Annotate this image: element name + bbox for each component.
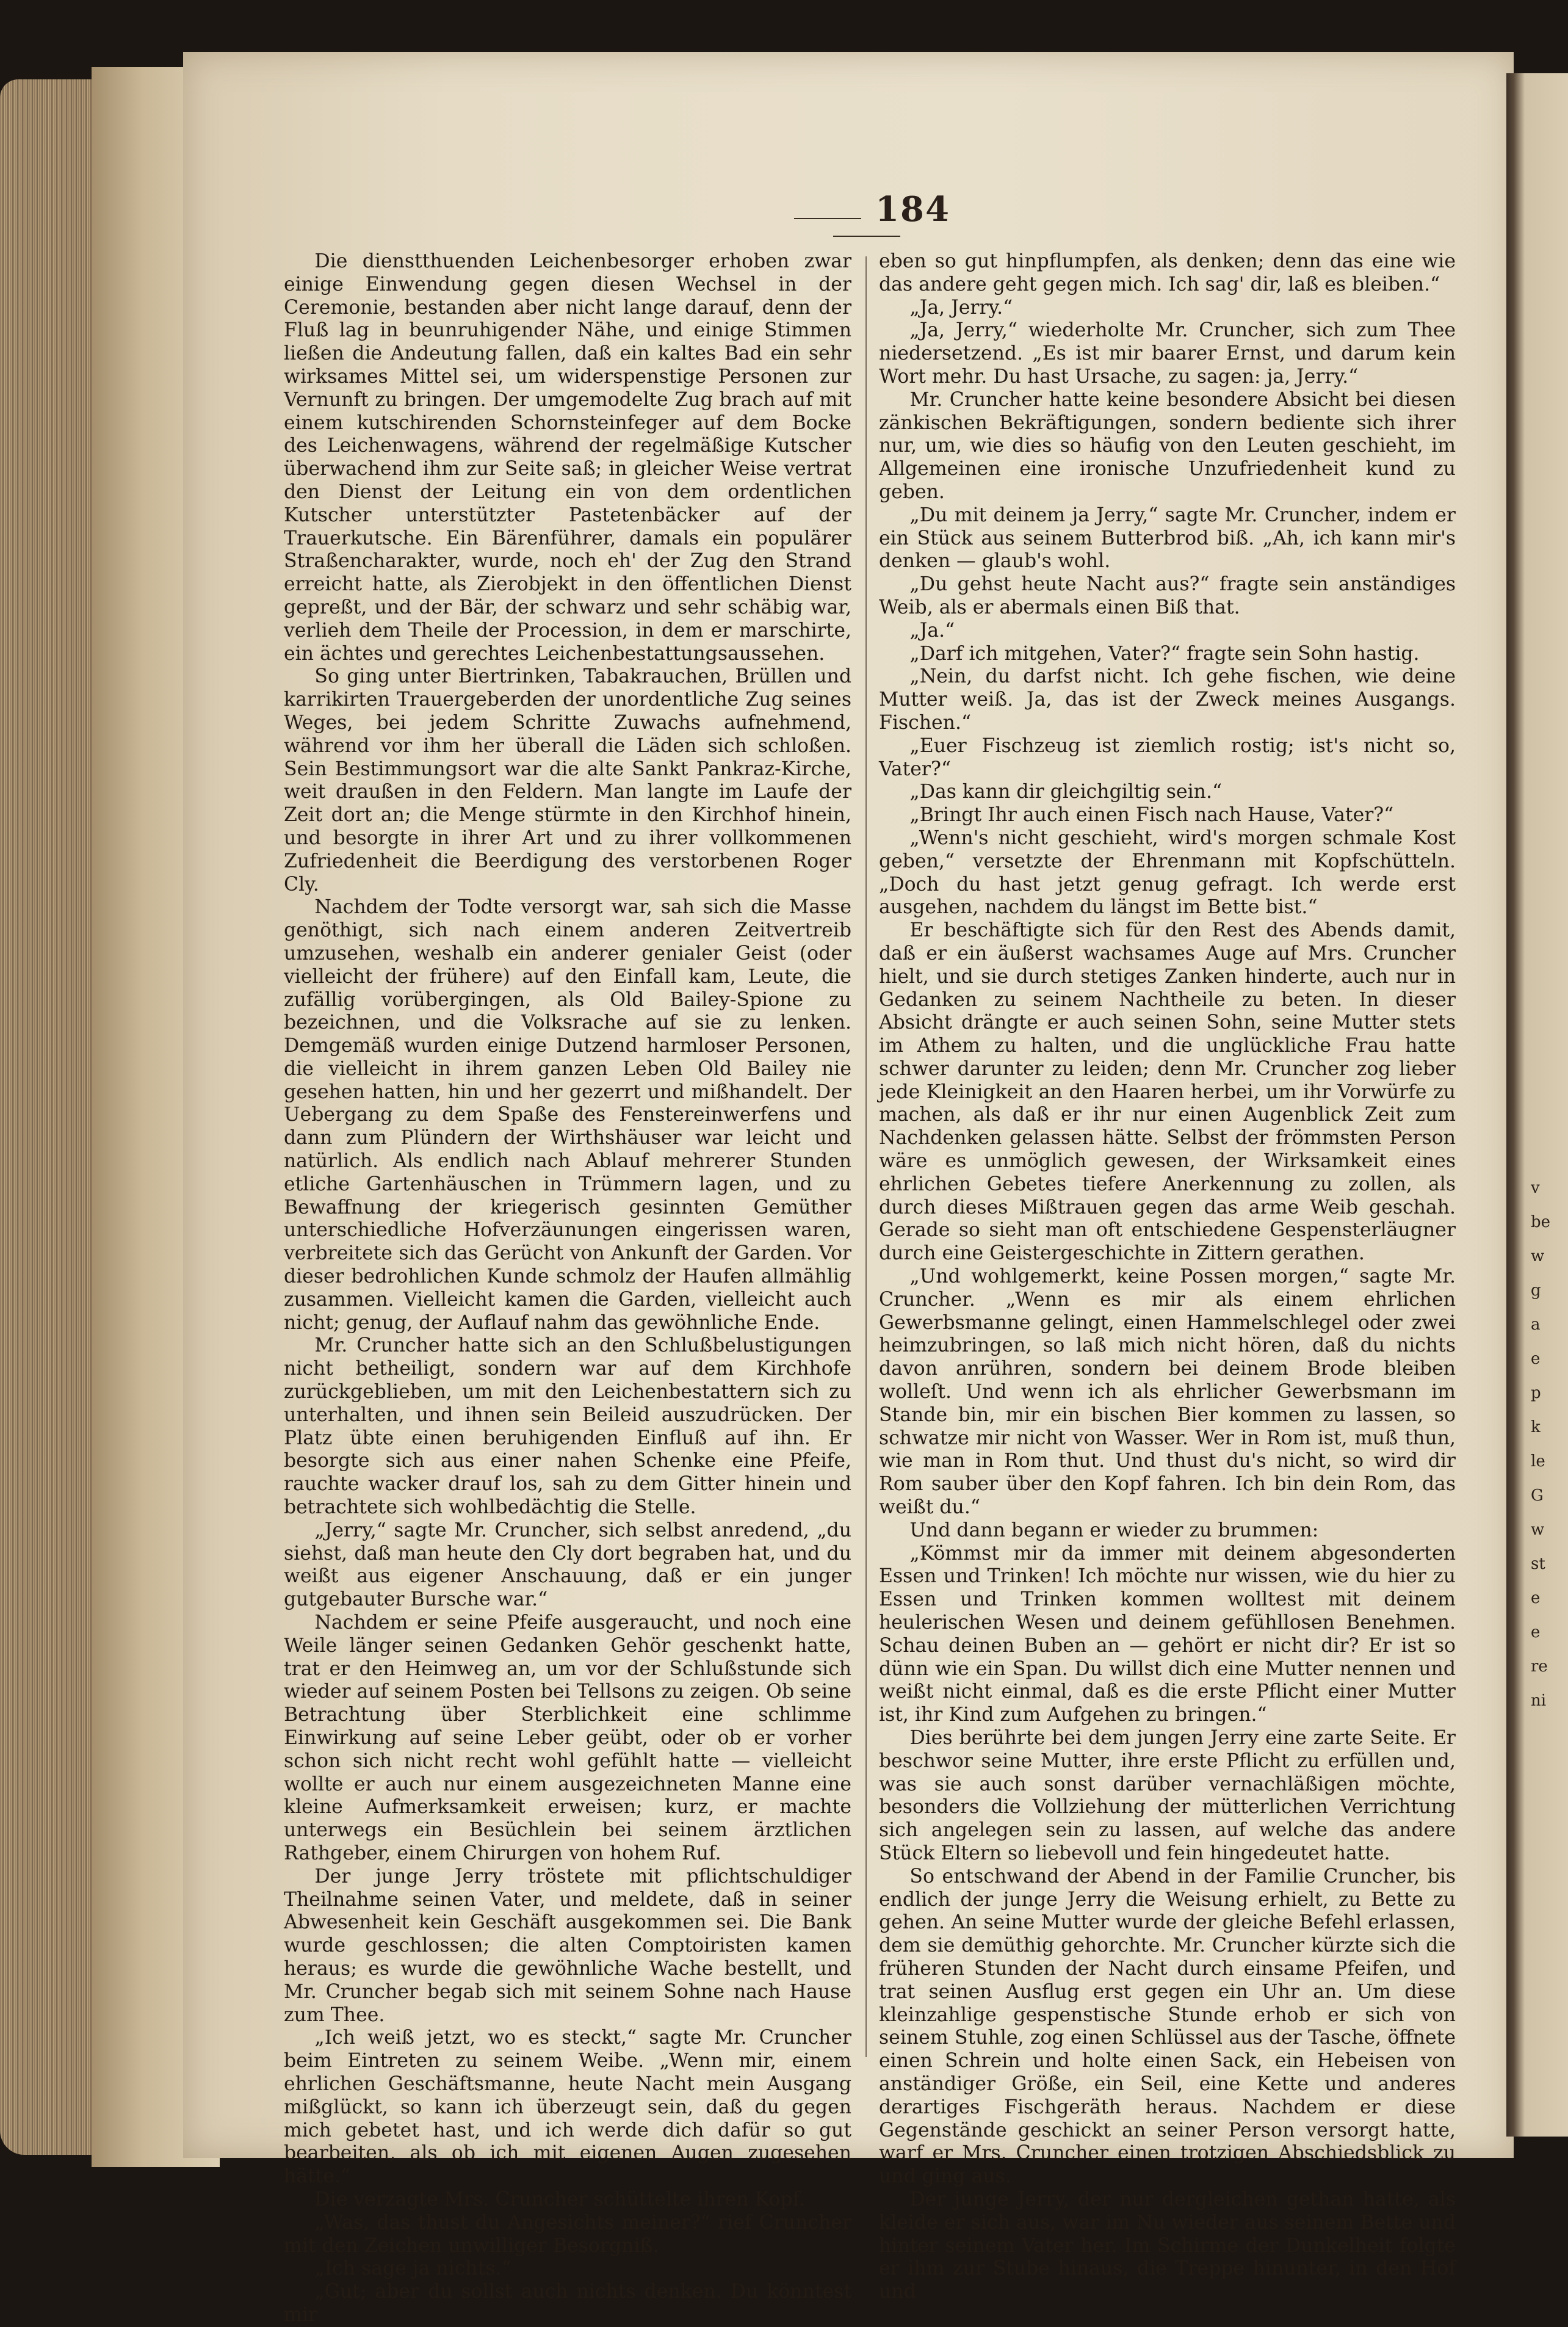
next-page-fragment: st: [1531, 1555, 1545, 1573]
next-page-fragment: w: [1531, 1521, 1545, 1539]
paragraph: „Ja.“: [909, 619, 955, 642]
next-page-fragment: re: [1531, 1657, 1548, 1676]
paragraph: So ging unter Biertrinken, Tabakrauchen, Brüllen und karrikirten Trauergeberden der unordentliche Zug seines Weges, bei jedem Schritte Zuwachs aufnehmend, während vor ihm her überall die Läden sich schloßen. Sein Bestimmungsort war die alte Sankt Pankraz-Kirche, weit draußen in den Feldern. Man langte im Laufe der Zeit dort an; die Menge stürmte in den Kirchhof hinein, und besorgte in ihrer Art und zu ihrer vollkommenen Zufriedenheit die Beerdigung des verstorbenen Roger Cly.: [284, 665, 851, 896]
next-page-fragment: v: [1531, 1179, 1540, 1197]
paragraph: Nachdem der Todte versorgt war, sah sich die Masse genöthigt, sich nach einem anderen Zeitvertreib umzusehen, weshalb ein anderer genialer Geist (oder vielleicht der frühere) auf den Einfall kam, Leute, die zufällig vorübergingen, als Old Bailey-Spione zu bezeichnen, und die Volksrache auf sie zu lenken. Demgemäß wurden einige Dutzend harmloser Personen, die vielleicht in ihrem ganzen Leben Old Bailey nie gesehen hatten, hin und her gezerrt und mißhandelt. Der Uebergang zu dem Spaße des Fenstereinwerfens und dann zum Plündern der Wirthshäuser war leicht und natürlich. Als endlich nach Ablauf mehrerer Stunden etliche Gartenhäuschen in Trümmern lagen, und zu Bewaffnung der kriegerisch gesinnten Gemüther unterschiedliche Hofverzäunungen eingerissen waren, verbreitete sich das Gerücht von Ankunft der Garden. Vor dieser bedrohlichen Kunde schmolz der Haufen allmählig zusammen. Vielleicht kamen die Garden, vielleicht auch nicht; genug, der Auflauf nahm das gewöhnliche Ende.: [284, 896, 851, 1334]
paragraph: „Euer Fischzeug ist ziemlich rostig; ist's nicht so, Vater?“: [879, 734, 1456, 780]
paragraph: „Ich sage ja nichts.“: [314, 2257, 511, 2280]
next-page-strip: [1506, 73, 1568, 2137]
right-ornament: [833, 236, 900, 237]
paragraph: „Kömmst mir da immer mit deinem abgesonderten Essen und Trinken! Ich möchte nur wissen, wie du hier zu Essen und Trinken kommen wolltest mit deinem heulerischen Wesen und deinem gefühllosen Benehmen. Schau deinen Buben an — gehört er nicht dir? Er ist so dünn wie ein Span. Du willst dich eine Mutter nennen und weißt nicht einmal, daß es die erste Pflicht einer Mutter ist, ihr Kind zum Aufgehen zu bringen.“: [879, 1542, 1456, 1726]
paragraph: Er beschäftigte sich für den Rest des Abends damit, daß er ein äußerst wachsames Auge auf Mrs. Cruncher hielt, und sie durch stetiges Zanken hinderte, auch nur in Gedanken zu seinem Nachtheile zu beten. In dieser Absicht drängte er auch seinen Sohn, seine Mutter stets im Athem zu halten, und die unglückliche Frau hatte schwer darunter zu leiden; denn Mr. Cruncher zog lieber jede Kleinigkeit an den Haaren herbei, um ihr Vorwürfe zu machen, als daß er ihr nur einen Augenblick Zeit zum Nachdenken gelassen hätte. Selbst der frömmsten Person wäre es unmöglich gewesen, der Wirksamkeit eines ehrlichen Gebetes tiefere Anerkennung zu zollen, als durch dieses Mißtrauen gegen das arme Weib geschah. Gerade so sieht man oft entschiedene Gespensterläugner durch eine Geistergeschichte in Zittern gerathen.: [879, 919, 1456, 1265]
paragraph: „Bringt Ihr auch einen Fisch nach Hause, Vater?“: [909, 804, 1394, 827]
paragraph: „Jerry,“ sagte Mr. Cruncher, sich selbst anredend, „du siehst, daß man heute den Cly dort begraben hat, und du weißt aus eigener Anschauung, daß er ein junger gutgebauter Bursche war.“: [284, 1519, 851, 1611]
next-page-fragment: le: [1531, 1452, 1545, 1471]
paragraph: eben so gut hinpflumpfen, als denken; denn das eine wie das andere geht gegen mich. Ich sag' dir, laß es bleiben.“: [879, 250, 1456, 295]
next-page-fragment: w: [1531, 1247, 1545, 1265]
paragraph: „Ja, Jerry,“ wiederholte Mr. Cruncher, sich zum Thee niedersetzend. „Es ist mir baarer Ernst, und darum kein Wort mehr. Du hast Ursache, zu sagen: ja, Jerry.“: [879, 319, 1456, 388]
paragraph: Und dann begann er wieder zu brummen:: [909, 1519, 1319, 1541]
paragraph: So entschwand der Abend in der Familie Cruncher, bis endlich der junge Jerry die Weisung erhielt, zu Bette zu gehen. An seine Mutter wurde der gleiche Befehl erlassen, dem sie demüthig gehorchte. Mr. Cruncher kürzte sich die früheren Stunden der Nacht durch einsame Pfeifen, und trat seinen Ausflug erst gegen ein Uhr an. Um diese kleinzahlige gespenstische Stunde erhob er sich von seinem Stuhle, zog einen Schlüssel aus der Tasche, öffnete einen Schrein und holte einen Sack, ein Hebeisen von anständiger Größe, ein Seil, eine Kette und anderes derartiges Fischgeräth heraus. Nachdem er diese Gegenstände geschickt an seiner Person versorgt hatte, warf er Mrs. Cruncher einen trotzigen Abschiedsblick zu und ging aus.: [879, 1865, 1456, 2188]
next-page-fragment: a: [1531, 1315, 1541, 1334]
paragraph: Die verzagte Mrs. Cruncher schüttelte ihren Kopf.: [314, 2188, 806, 2210]
paragraph: Dies berührte bei dem jungen Jerry eine zarte Seite. Er beschwor seine Mutter, ihre erste Pflicht zu erfüllen und, was sie auch sonst darüber vernachläßigen möchte, besonders die Vollziehung der mütterlichen Verrichtung sich angelegen sein zu lassen, auf welche das andere Stück Eltern so liebevoll und fein hingedeutet hatte.: [879, 1727, 1456, 1864]
paragraph: „Darf ich mitgehen, Vater?“ fragte sein Sohn hastig.: [909, 642, 1420, 665]
page-number: 184: [875, 189, 950, 230]
next-page-fragment: G: [1531, 1486, 1544, 1505]
paragraph: „Das kann dir gleichgiltig sein.“: [909, 781, 1223, 803]
paragraph: Der junge Jerry tröstete mit pflichtschuldiger Theilnahme seinen Vater, und meldete, daß in seiner Abwesenheit kein Geschäft ausgekommen sei. Die Bank wurde geschlossen; die alten Comptoiristen kamen heraus; es wurde die gewöhnliche Wache bestellt, und Mr. Cruncher begab sich mit seinem Sohne nach Hause zum Thee.: [284, 1865, 851, 2026]
next-page-fragment: be: [1531, 1213, 1551, 1231]
column-rule: [865, 256, 867, 2057]
paragraph: „Gut; aber du sollst auch nichts denken. Du könntest mir: [284, 2281, 851, 2326]
paragraph: „Nein, du darfst nicht. Ich gehe fischen, wie deine Mutter weiß. Ja, das ist der Zweck meines Ausgangs. Fischen.“: [879, 665, 1456, 734]
paragraph: „Und wohlgemerkt, keine Possen morgen,“ sagte Mr. Cruncher. „Wenn es mir als einem ehrlichen Gewerbsmanne gelingt, einen Hammelschlegel oder zwei heimzubringen, so laß mich nicht hören, daß du nichts davon anrühren, sondern bei deinem Brode bleiben wolleſt. Und wenn ich als ehrlicher Gewerbsmann im Stande bin, mir ein bischen Bier kommen zu lassen, so schwatze mir nicht von Wasser. Wer in Rom ist, muß thun, wie man in Rom thut. Und thust du's nicht, so wird dir Rom sauber über den Kopf fahren. Ich bin dein Rom, das weißt du.“: [879, 1265, 1456, 1519]
book-edge-left: [0, 79, 107, 2155]
next-page-fragment: e: [1531, 1350, 1541, 1368]
left-ornament: [794, 218, 861, 219]
paragraph: Mr. Cruncher hatte keine besondere Absicht bei diesen zänkischen Bekräftigungen, sondern bediente sich ihrer nur, um, wie dies so häufig von den Leuten geschieht, im Allgemeinen eine ironische Unzufriedenheit kund zu geben.: [879, 388, 1456, 503]
paragraph: Der junge Jerry, der nur dergleichen gethan hatte, als kleide er sich aus, war im Nu wieder aus seinem Bette und hinter seinem Vater her. Im Schirme der Dunkelheit folgte er ihm zur Stube hinaus, die Treppe hinunter, in den Hof und: [879, 2188, 1456, 2303]
paragraph: Die dienstthuenden Leichenbesorger erhoben zwar einige Einwendung gegen diesen Wechsel in der Ceremonie, bestanden aber nicht lange darauf, denn der Fluß lag in beunruhigender Nähe, und einige Stimmen ließen die Andeutung fallen, daß ein kaltes Bad ein sehr wirksames Mittel sei, um widerspenstige Personen zur Vernunft zu bringen. Der umgemodelte Zug brach auf mit einem kutschirenden Schornsteinfeger auf dem Bocke des Leichenwagens, während der regelmäßige Kutscher überwachend ihm zur Seite saß; in gleicher Weise vertrat den Dienst der Leitung ein von dem ordentlichen Kutscher unterstützter Pastetenbäcker auf der Trauerkutsche. Ein Bärenführer, damals ein populärer Straßencharakter, wurde, noch eh' der Zug den Strand erreicht hatte, als Zierobjekt in den öffentlichen Dienst gepreßt, und der Bär, der schwarz und sehr schäbig war, verlieh dem Theile der Procession, in dem er marschirte, ein ächtes und gerechtes Leichenbestattungsaussehen.: [284, 250, 851, 665]
next-page-fragment: e: [1531, 1623, 1541, 1641]
paragraph: „Du gehst heute Nacht aus?“ fragte sein anständiges Weib, als er abermals einen Biß that.: [879, 573, 1456, 618]
page-header: [757, 189, 977, 241]
paragraph: „Ich weiß jetzt, wo es steckt,“ sagte Mr. Cruncher beim Eintreten zu seinem Weibe. „Wenn mir, einem ehrlichen Geschäftsmanne, heute Nacht mein Ausgang mißglückt, so kann ich überzeugt sein, daß du gegen mich gebetet hast, und ich werde dich dafür so gut bearbeiten, als ob ich mit eigenen Augen zugesehen hätte.“: [284, 2027, 851, 2188]
next-page-fragment: k: [1531, 1418, 1541, 1436]
paragraph: „Ja, Jerry.“: [909, 296, 1013, 319]
paragraph: „Was, das thust du Angesichts meiner?“ rief Cruncher mit den Zeichen unwilliger Besorgniß.: [284, 2211, 851, 2257]
next-page-fragment: e: [1531, 1589, 1541, 1607]
paragraph: „Du mit deinem ja Jerry,“ sagte Mr. Cruncher, indem er ein Stück aus seinem Butterbrod biß. „Ah, ich kann mir's denken — glaub's wohl.: [879, 504, 1456, 573]
paragraph: „Wenn's nicht geschieht, wird's morgen schmale Kost geben,“ versetzte der Ehrenmann mit Kopfschütteln. „Doch du hast jetzt genug gefragt. Ich werde erst ausgehen, nachdem du längst im Bette bist.“: [879, 827, 1456, 919]
next-page-fragment: p: [1531, 1384, 1541, 1402]
next-page-fragment: ni: [1531, 1692, 1547, 1710]
next-page-fragment: g: [1531, 1281, 1541, 1300]
left-column: [284, 250, 851, 2327]
paragraph: Nachdem er seine Pfeife ausgeraucht, und noch eine Weile länger seinen Gedanken Gehör geschenkt hatte, trat er den Heimweg an, um vor der Schlußstunde sich wieder auf seinem Posten bei Tellsons zu zeigen. Ob seine Betrachtung über Sterblichkeit eine schlimme Einwirkung auf seine Leber geübt, oder ob er vorher schon sich nicht recht wohl gefühlt hatte — vielleicht wollte er auch nur einem ausgezeichneten Manne eine kleine Aufmerksamkeit erweisen; kurz, er machte unterwegs ein Besüchlein bei seinem ärztlichen Rathgeber, einem Chirurgen von hohem Ruf.: [284, 1612, 851, 1864]
right-column: [879, 250, 1456, 2304]
paragraph: Mr. Cruncher hatte sich an den Schlußbelustigungen nicht betheiligt, sondern war auf dem Kirchhofe zurückgeblieben, um mit den Leichenbestattern sich zu unterhalten, und ihnen sein Beileid auszudrücken. Der Platz übte einen beruhigenden Einfluß auf ihn. Er besorgte sich aus einer nahen Schenke eine Pfeife, rauchte wacker drauf los, sah zu dem Gitter hinein und betrachtete sich wohlbedächtig die Stelle.: [284, 1334, 851, 1519]
